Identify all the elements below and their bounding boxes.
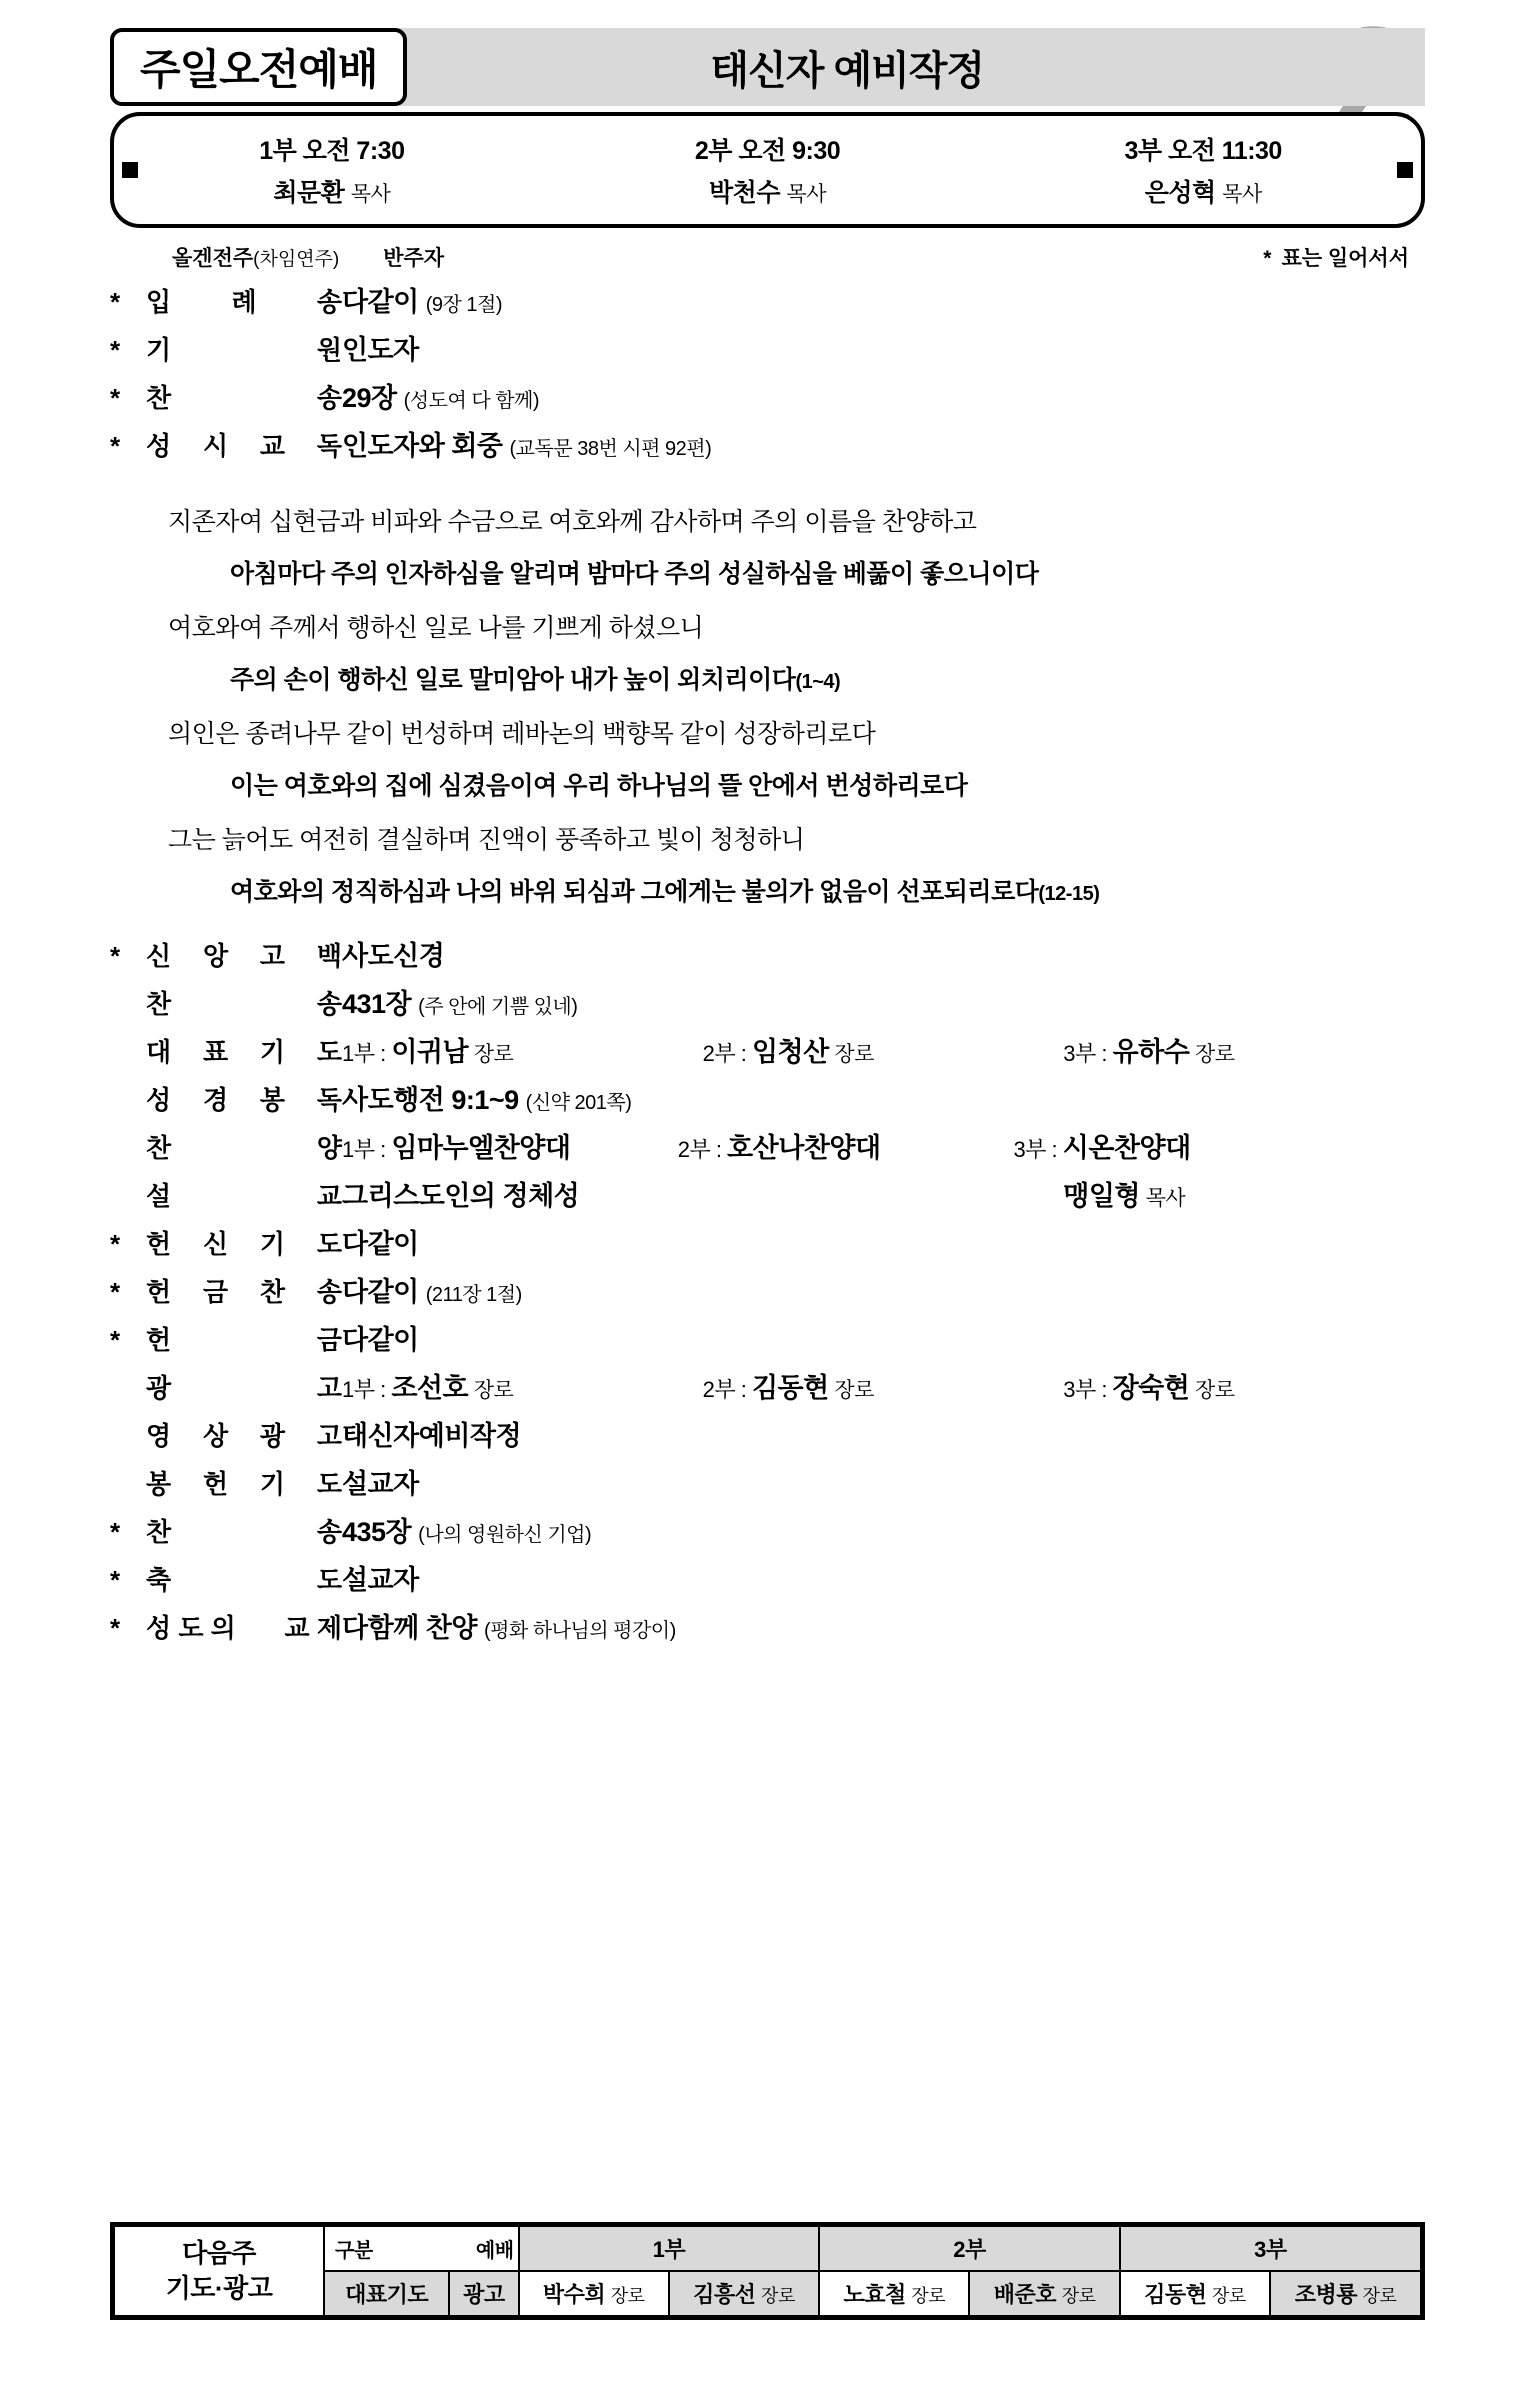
header	[110, 28, 1425, 228]
cell-role: 장로	[1362, 2286, 1397, 2306]
asterisk-icon	[110, 1107, 146, 1109]
slot-name: 시온찬양대	[1062, 1133, 1191, 1163]
label-char: 기	[259, 1229, 286, 1259]
slot-part-label: 2부 :	[702, 1377, 752, 1402]
order-label-scripture	[146, 1080, 342, 1117]
service-2-pastor-suffix: 목사	[786, 183, 826, 206]
label-char: 원	[316, 335, 342, 365]
sermon-preacher-name: 맹일형	[1063, 1181, 1141, 1211]
slot-part-label: 1부 :	[342, 1041, 392, 1066]
service-1-time: 1부 오전 7:30	[259, 137, 405, 165]
asterisk-icon	[110, 1395, 146, 1397]
label-char: 고	[316, 1421, 342, 1451]
slot-name: 이귀남	[391, 1037, 469, 1067]
label-char: 광	[259, 1421, 286, 1451]
service-2-time: 2부 오전 9:30	[694, 137, 841, 165]
label-char: 봉	[146, 1469, 172, 1499]
marker-square-right	[1397, 162, 1413, 178]
reading-line: 지존자여 십현금과 비파와 수금으로 여호와께 감사하며 주의 이름을 찬양하고	[168, 508, 977, 536]
slot-role: 장로	[473, 1043, 514, 1066]
slot-name: 임청산	[751, 1037, 829, 1067]
order-value-announcement	[342, 1366, 1425, 1405]
asterisk-icon: *	[110, 941, 121, 971]
label-char: 봉	[259, 1085, 286, 1115]
label-char: 교 제	[284, 1613, 342, 1643]
cell-3-prayer	[1120, 2271, 1270, 2318]
slot-role: 장로	[1194, 1043, 1235, 1066]
label-char: 교	[259, 431, 286, 461]
service-2-pastor-name: 박천수	[709, 179, 780, 207]
gubun-label: 구분	[335, 2240, 373, 2262]
asterisk-icon	[110, 1203, 146, 1205]
order-value-invocation	[342, 328, 1425, 367]
page-title: 태신자 예비작정	[710, 48, 985, 93]
cell-role: 장로	[1212, 2286, 1246, 2306]
cell-3-announcement	[1270, 2271, 1422, 2318]
order-value-ipryesong	[342, 280, 1425, 319]
order-label-creed	[146, 936, 342, 973]
gubun-header-cell	[324, 2225, 519, 2272]
order-label-offering-hymn	[146, 1272, 342, 1309]
order-label-praise	[146, 1128, 342, 1165]
order-row-ipryesong	[110, 280, 1425, 324]
order-value-text: 인도자와 회중	[342, 431, 503, 461]
order-value-note: (주 안에 기쁨 있네)	[418, 996, 578, 1018]
organ-prelude-label: 올겐전주	[172, 247, 254, 270]
label-char: 찬	[146, 989, 172, 1019]
order-value-text: 431장	[342, 989, 412, 1019]
cell-2-announcement	[969, 2271, 1119, 2318]
label-char: 송	[316, 383, 342, 413]
cell-name: 박수희	[542, 2282, 606, 2307]
service-2	[550, 131, 986, 209]
reading-line	[230, 554, 1425, 590]
order-row-responsive-reading	[110, 424, 1425, 468]
cell-name: 조병룡	[1294, 2282, 1357, 2307]
order-row-sermon	[110, 1174, 1425, 1218]
organ-prelude	[172, 242, 339, 272]
slot-part-1	[342, 1030, 703, 1069]
order-label-dedication-prayer	[146, 1224, 342, 1261]
order-value-dedication-prayer: 다같이	[342, 1229, 419, 1259]
label-char: 송	[316, 1277, 342, 1307]
slot-name: 임마누엘찬양대	[391, 1133, 571, 1163]
label-char: 경	[202, 1085, 229, 1115]
reading-line	[230, 660, 1425, 696]
order-value-hymn431	[342, 982, 1425, 1021]
order-label-hymn	[146, 378, 342, 415]
next-week-schedule	[110, 2222, 1425, 2320]
cell-role: 장로	[610, 2286, 645, 2306]
reading-verse: (12-15)	[1038, 883, 1100, 905]
order-label-benediction	[146, 1560, 342, 1597]
label-char: 도	[316, 1469, 342, 1499]
slot-part-label: 3부 :	[1063, 1041, 1113, 1066]
marker-square-left	[122, 162, 138, 178]
order-row-hymn29	[110, 376, 1425, 420]
next-week-title-line1: 다음주	[182, 2237, 256, 2268]
slot-name: 유하수	[1112, 1037, 1190, 1067]
header-part-1: 1부	[519, 2225, 820, 2272]
cell-role: 장로	[911, 2286, 946, 2306]
cell-name: 김동현	[1144, 2282, 1207, 2307]
label-char: 기	[259, 1037, 286, 1067]
reading-line-text: 아침마다 주의 인자하심을 알리며 밤마다 주의 성실하심을 베풂이 좋으니이다	[230, 560, 1039, 588]
reading-line	[230, 766, 1425, 802]
slot-part-1	[342, 1366, 703, 1405]
label-char: 성	[146, 431, 172, 461]
order-row-choir-praise	[110, 1126, 1425, 1170]
cell-name: 배준호	[993, 2282, 1057, 2307]
asterisk-icon: *	[110, 1229, 121, 1259]
order-row-prayer-invocation	[110, 328, 1425, 372]
order-value-sermon	[342, 1174, 1425, 1213]
table-row	[113, 2225, 1423, 2272]
label-char: 헌	[146, 1277, 172, 1307]
order-value-offertory-prayer: 설교자	[342, 1469, 419, 1499]
order-label-offering	[146, 1320, 342, 1357]
order-value-hymn29	[342, 376, 1425, 415]
asterisk-icon	[110, 1491, 146, 1493]
label-char: 고	[316, 1373, 342, 1403]
reading-verse: (1~4)	[795, 671, 841, 693]
order-row-offering	[110, 1318, 1425, 1362]
slot-name: 김동현	[751, 1373, 829, 1403]
order-value-fellowship	[342, 1606, 1425, 1645]
label-char: 성 도 의	[146, 1613, 236, 1643]
label-char: 영	[146, 1421, 172, 1451]
slot-role: 장로	[473, 1379, 514, 1402]
order-value-text: 다같이	[342, 1277, 419, 1307]
standing-note-text: 표는 일어서서	[1281, 247, 1409, 270]
label-char: 설	[146, 1181, 172, 1211]
order-of-worship-bottom	[110, 934, 1425, 1650]
slot-part-1	[342, 1126, 678, 1165]
service-3	[985, 131, 1421, 209]
row-label-announcement: 광고	[449, 2271, 518, 2318]
standing-note	[1263, 242, 1409, 272]
label-char: 앙	[202, 941, 229, 971]
order-row-hymn435	[110, 1510, 1425, 1554]
order-value-note: (성도여 다 함께)	[403, 390, 539, 412]
label-char: 송	[316, 989, 342, 1019]
label-char: 도	[316, 1565, 342, 1595]
title-bar	[389, 28, 1425, 106]
label-char: 금	[202, 1277, 229, 1307]
label-char: 입	[146, 287, 172, 317]
order-value-note: (교독문 38번 시편 92편)	[509, 438, 712, 460]
order-value-text: 사도행전 9:1~9	[342, 1085, 519, 1115]
label-char: 독	[316, 1085, 342, 1115]
label-char: 찬	[259, 1277, 286, 1307]
slot-part-label: 2부 :	[677, 1137, 728, 1162]
asterisk-icon	[110, 1443, 146, 1445]
order-value-text: 다같이	[342, 287, 419, 317]
slot-name: 장숙현	[1112, 1373, 1190, 1403]
label-char: 신	[146, 941, 172, 971]
label-char: 송	[316, 287, 342, 317]
order-value-scripture	[342, 1078, 1425, 1117]
asterisk-icon: *	[110, 1325, 121, 1355]
order-value-text: 인도자	[342, 335, 419, 365]
header-part-3: 3부	[1120, 2225, 1423, 2272]
reading-line-text: 주의 손이 행하신 일로 말미암아 내가 높이 외치리이다	[230, 666, 796, 694]
reading-line: 그는 늙어도 여전히 결실하며 진액이 풍족하고 빛이 청청하니	[168, 826, 805, 854]
slot-part-3	[1013, 1126, 1349, 1165]
order-value-responsive-reading	[342, 424, 1425, 463]
order-value-praise	[342, 1126, 1425, 1165]
order-row-fellowship	[110, 1606, 1425, 1650]
label-char: 찬	[146, 383, 172, 413]
asterisk-icon	[110, 1059, 146, 1061]
asterisk-icon: *	[110, 431, 121, 461]
title-row	[110, 28, 1425, 106]
next-week-title-line2: 기도·광고	[165, 2273, 273, 2303]
order-value-video-announcement: 태신자예비작정	[342, 1421, 522, 1451]
sermon-preacher	[1063, 1174, 1424, 1213]
slot-name: 조선호	[391, 1373, 469, 1403]
label-char: 고	[259, 941, 286, 971]
label-char: 송	[316, 1517, 342, 1547]
asterisk-icon: *	[110, 1277, 121, 1307]
order-label-video-announcement	[146, 1416, 342, 1453]
order-value-note: (211장 1절)	[425, 1284, 522, 1306]
label-char: 금	[316, 1325, 342, 1355]
slot-group	[342, 1126, 1425, 1165]
label-char: 도	[316, 1037, 342, 1067]
cell-name: 노효철	[843, 2282, 906, 2307]
service-1	[114, 131, 550, 209]
label-char: 성	[146, 1085, 172, 1115]
label-char: 교	[316, 1181, 342, 1211]
service-times-box	[110, 112, 1425, 228]
reading-line	[230, 872, 1425, 908]
slot-part-2	[678, 1126, 1014, 1165]
label-char: 헌	[146, 1325, 172, 1355]
slot-role: 장로	[834, 1379, 874, 1402]
service-1-pastor-name: 최문환	[273, 179, 345, 207]
label-char: 양	[316, 1133, 342, 1163]
service-2-pastor	[550, 173, 986, 209]
slot-role: 장로	[834, 1043, 874, 1066]
label-char: 대	[146, 1037, 172, 1067]
order-value-offering-hymn	[342, 1270, 1425, 1309]
accompanist-label: 반주자	[383, 247, 445, 270]
label-char: 헌	[146, 1229, 172, 1259]
asterisk-icon	[110, 1011, 146, 1013]
service-1-pastor	[114, 173, 550, 209]
row-label-rep-prayer: 대표기도	[324, 2271, 449, 2318]
slot-part-label: 1부 :	[342, 1137, 392, 1162]
service-1-pastor-suffix: 목사	[350, 183, 391, 206]
label-char: 찬	[146, 1517, 172, 1547]
cell-role: 장로	[761, 2286, 795, 2306]
order-label-sermon	[146, 1176, 342, 1213]
slot-part-3	[1063, 1366, 1424, 1405]
asterisk-icon: *	[1263, 247, 1272, 270]
order-label-announcement	[146, 1368, 342, 1405]
label-char: 독	[316, 431, 342, 461]
label-char: 상	[202, 1421, 229, 1451]
order-row-apostles-creed	[110, 934, 1425, 978]
order-value-benediction: 설교자	[342, 1565, 419, 1595]
next-week-title	[113, 2225, 325, 2318]
order-row-offering-hymn	[110, 1270, 1425, 1314]
order-value-note: (신약 201쪽)	[525, 1092, 632, 1114]
cell-1-announcement	[669, 2271, 819, 2318]
cell-2-prayer	[819, 2271, 969, 2318]
order-value-text: 다함께 찬양	[342, 1613, 477, 1643]
label-char: 축	[146, 1565, 172, 1595]
order-label-fellowship	[146, 1608, 342, 1645]
label-char: 례	[231, 287, 257, 317]
service-3-pastor-suffix: 목사	[1222, 183, 1262, 206]
sermon-title-text: 그리스도인의 정체성	[342, 1181, 580, 1211]
label-char: 표	[202, 1037, 229, 1067]
sermon-preacher-suffix: 목사	[1145, 1187, 1186, 1210]
service-3-pastor	[985, 173, 1421, 209]
order-row-video-announcement	[110, 1414, 1425, 1458]
cell-name: 김흥선	[693, 2282, 756, 2307]
order-value-note: (9장 1절)	[425, 294, 503, 316]
asterisk-icon: *	[110, 383, 121, 413]
order-label-responsive-reading	[146, 426, 342, 463]
header-part-2: 2부	[819, 2225, 1120, 2272]
asterisk-icon: *	[110, 1565, 121, 1595]
order-value-text: 435장	[342, 1517, 412, 1547]
bulletin-page	[0, 28, 1535, 2390]
order-row-hymn431	[110, 982, 1425, 1026]
order-row-offertory-prayer	[110, 1462, 1425, 1506]
responsive-reading-block	[110, 502, 1425, 908]
label-char: 도	[316, 1229, 342, 1259]
asterisk-icon: *	[110, 1613, 121, 1643]
sermon-title	[342, 1174, 1063, 1213]
order-label-hymn431	[146, 984, 342, 1021]
order-label-invocation	[146, 330, 342, 367]
service-badge: 주일오전예배	[110, 28, 407, 106]
asterisk-icon	[110, 1155, 146, 1157]
reading-line: 여호와여 주께서 행하신 일로 나를 기쁘게 하셨으니	[168, 614, 704, 642]
slot-group	[342, 1030, 1425, 1069]
order-label-representative-prayer	[146, 1032, 342, 1069]
order-value-text: 29장	[342, 383, 397, 413]
slot-part-label: 2부 :	[702, 1041, 752, 1066]
label-char: 찬	[146, 1133, 172, 1163]
asterisk-icon: *	[110, 287, 121, 317]
slot-part-label: 3부 :	[1063, 1377, 1113, 1402]
cell-role: 장로	[1061, 2286, 1096, 2306]
asterisk-icon: *	[110, 1517, 121, 1547]
slot-role: 장로	[1194, 1379, 1235, 1402]
order-value-hymn435	[342, 1510, 1425, 1549]
slot-group	[342, 1366, 1425, 1405]
label-char: 헌	[202, 1469, 229, 1499]
organ-prelude-note: (차임연주)	[253, 249, 340, 270]
slot-group	[342, 1174, 1425, 1213]
order-row-announcement	[110, 1366, 1425, 1410]
slot-part-2	[703, 1030, 1064, 1069]
order-value-note: (평화 하나님의 평강이)	[483, 1620, 676, 1642]
order-value-creed: 사도신경	[342, 941, 445, 971]
label-char: 광	[146, 1373, 172, 1403]
label-char: 기	[259, 1469, 286, 1499]
reading-line-text: 여호와의 정직하심과 나의 바위 되심과 그에게는 불의가 없음이 선포되리로다	[230, 878, 1039, 906]
slot-part-label: 1부 :	[342, 1377, 392, 1402]
slot-part-2	[703, 1366, 1064, 1405]
subheader-line	[110, 242, 1425, 272]
next-week-table	[110, 2222, 1425, 2320]
slot-part-3	[1063, 1030, 1424, 1069]
service-3-pastor-name: 은성혁	[1144, 179, 1216, 207]
service-3-time: 3부 오전 11:30	[1124, 137, 1282, 165]
reading-line: 의인은 종려나무 같이 번성하며 레바논의 백향목 같이 성장하리로다	[168, 720, 876, 748]
label-char: 백	[316, 941, 342, 971]
slot-name: 호산나찬양대	[727, 1133, 881, 1163]
order-of-worship-top	[110, 280, 1425, 468]
order-value-representative-prayer	[342, 1030, 1425, 1069]
order-value-offering: 다같이	[342, 1325, 419, 1355]
label-char: 신	[202, 1229, 229, 1259]
yebae-label: 예배	[475, 2240, 514, 2262]
asterisk-icon: *	[110, 335, 121, 365]
order-label-offertory-prayer	[146, 1464, 342, 1501]
order-label-hymn435	[146, 1512, 342, 1549]
label-char: 기	[146, 335, 172, 365]
order-value-note: (나의 영원하신 기업)	[418, 1524, 592, 1546]
label-char: 시	[202, 431, 229, 461]
cell-1-prayer	[519, 2271, 669, 2318]
slot-part-label: 3부 :	[1013, 1137, 1063, 1162]
order-row-representative-prayer	[110, 1030, 1425, 1074]
order-label-ipryesong	[146, 282, 342, 319]
order-row-benediction	[110, 1558, 1425, 1602]
reading-line-text: 이는 여호와의 집에 심겼음이여 우리 하나님의 뜰 안에서 번성하리로다	[230, 772, 968, 800]
order-row-scripture-reading	[110, 1078, 1425, 1122]
order-row-dedication-prayer	[110, 1222, 1425, 1266]
